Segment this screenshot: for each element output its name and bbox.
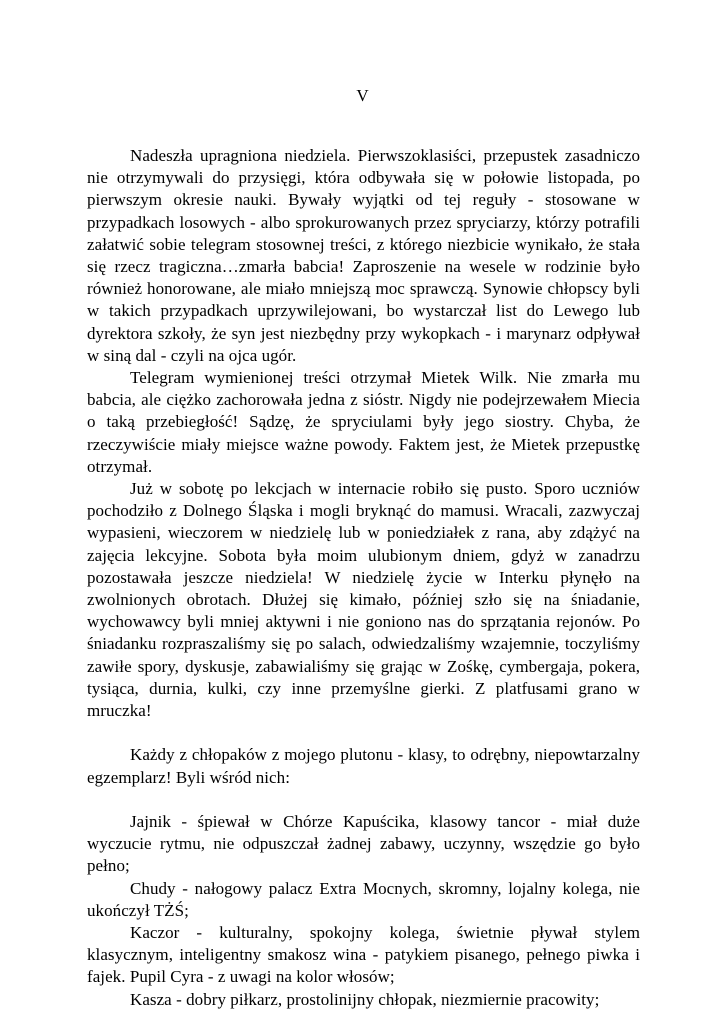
chapter-number: V — [356, 86, 369, 105]
paragraph: Każdy z chłopaków z mojego plutonu - klasy, to odrębny, niepowtarzalny egzemplarz! Byli wśród nich: — [87, 745, 640, 787]
paragraph: Telegram wymienionej treści otrzymał Mietek Wilk. Nie zmarła mu babcia, ale ciężko zachorowała jedna z sióstr. Nigdy nie podejrzewałem Miecia o taką przebiegłość! Sądzę, że spryciulami były jego siostry. Chyba, że rzeczywiście miały miejsce ważne powody. Faktem jest, że Mietek przepustkę otrzymał. — [87, 368, 640, 476]
body-text — [87, 145, 640, 1011]
paragraph: Już w sobotę po lekcjach w internacie robiło się pusto. Sporo uczniów pochodziło z Dolnego Śląska i mogli bryknąć do mamusi. Wracali, zazwyczaj wypasieni, wieczorem w niedzielę lub w poniedziałek z rana, aby zdążyć na zajęcia lekcyjne. Sobota była moim ulubionym dniem, gdyż w zanadrzu pozostawała jeszcze niedziela! W niedzielę życie w Interku płynęło na zwolnionych obrotach. Dłużej się kimało, później szło się na śniadanie, wychowawcy byli mniej aktywni i nie goniono nas do sprzątania rejonów. Po śniadanku rozpraszaliśmy się po salach, odwiedzaliśmy wzajemnie, toczyliśmy zawiłe spory, dyskusje, zabawialiśmy się grając w Zośkę, cymbergaja, pokera, tysiąca, durnia, kulki, czy inne przemyślne gierki. Z platfusami grano w mruczka! — [87, 479, 640, 721]
list-item: Kaczor - kulturalny, spokojny kolega, świetnie pływał stylem klasycznym, inteligentny smakosz wina - patykiem pisanego, pełnego piwka i fajek. Pupil Cyra - z uwagi na kolor włosów; — [87, 923, 640, 987]
list-item: Jajnik - śpiewał w Chórze Kapuścika, klasowy tancor - miał duże wyczucie rytmu, nie odpuszczał żadnej zabawy, uczynny, wszędzie go było pełno; — [87, 812, 640, 876]
list-item: Chudy - nałogowy palacz Extra Mocnych, skromny, lojalny kolega, nie ukończył TŻŚ; — [87, 878, 640, 920]
paragraph: Nadeszła upragniona niedziela. Pierwszoklasiści, przepustek zasadniczo nie otrzymywali do przysięgi, która odbywała się w połowie listopada, po pierwszym okresie nauki. Bywały wyjątki od tej reguły - stosowane w przypadkach losowych - albo sprokurowanych przez spryciarzy, którzy potrafili załatwić sobie telegram stosownej treści, z którego niezbicie wynikało, że stała się rzecz tragiczna…zmarła babcia! Zaproszenie na wesele w rodzinie było również honorowane, ale miało mniejszą moc sprawczą. Synowie chłopscy byli w takich przypadkach uprzywilejowani, bo wystarczał list do Lewego lub dyrektora szkoły, że syn jest niezbędny przy wykopkach - i marynarz odpływał w siną dal - czyli na ojca ugór. — [87, 146, 640, 365]
list-item: Kasza - dobry piłkarz, prostolinijny chłopak, niezmiernie pracowity; — [130, 989, 600, 1009]
